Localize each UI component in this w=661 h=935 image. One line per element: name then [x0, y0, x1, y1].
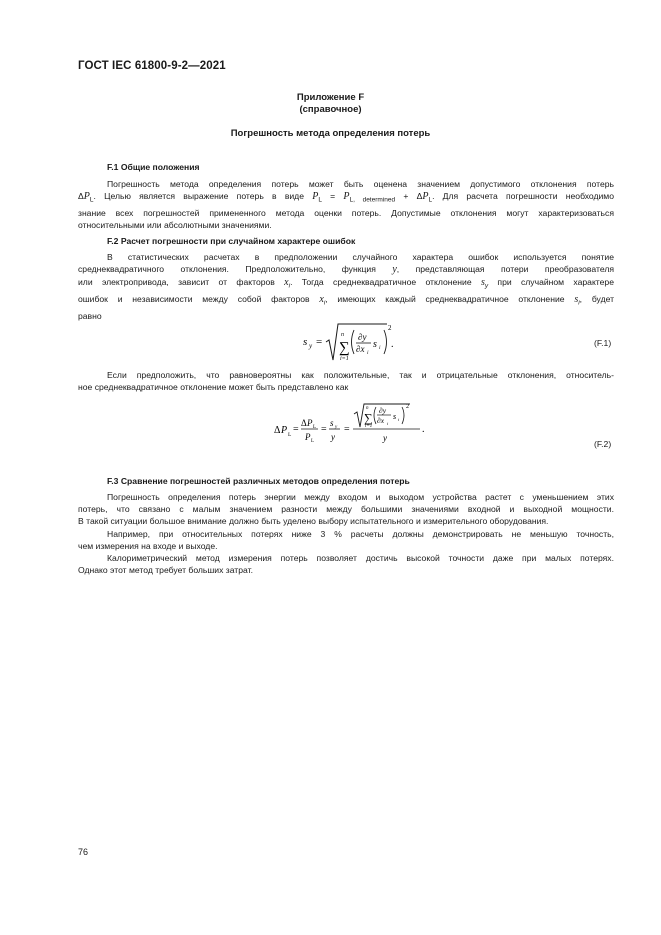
- svg-text:Δ: Δ: [301, 418, 307, 428]
- svg-text:i: i: [379, 345, 381, 351]
- svg-text:P: P: [281, 425, 288, 436]
- svg-text:i: i: [367, 350, 369, 356]
- f3-line-5: чем измерения на входе и выходе.: [78, 540, 218, 551]
- f3-line-4: Например, при относительных потерях ниже 3 % расчеты должны демонстрировать не меньшую точность,: [107, 528, 614, 539]
- svg-text:∂x: ∂x: [377, 416, 385, 425]
- svg-text:i=1: i=1: [365, 424, 373, 429]
- svg-text:2: 2: [388, 324, 392, 332]
- svg-text:i: i: [398, 417, 400, 422]
- svg-text:=: =: [321, 424, 327, 435]
- equation-f2: [270, 400, 430, 452]
- f3-line-1: Погрешность определения потерь энергии между входом и выходом устройства растет с уменьшением этих: [107, 492, 614, 502]
- svg-text:∂x: ∂x: [356, 344, 365, 354]
- svg-text:=: =: [293, 424, 299, 435]
- f2-line-3: или электропривода, зависит от факторов $x_i$. Тогда среднеквадратичное отклонение $s_y$ при случайном характере: [78, 277, 614, 291]
- page-number: 76: [78, 847, 89, 857]
- paragraph-f1: [78, 178, 614, 232]
- svg-text:=: =: [344, 424, 350, 435]
- f2-cont-line-1: Если предположить, что равновероятны как положительные, так и отрицательные отклонения, относитель-: [107, 370, 614, 380]
- paragraph-f2: [78, 251, 614, 322]
- svg-text:y: y: [331, 432, 335, 442]
- svg-text:.: .: [422, 424, 425, 435]
- svg-text:n: n: [366, 406, 369, 411]
- svg-text:s: s: [303, 336, 308, 348]
- svg-text:i: i: [387, 421, 389, 426]
- svg-text:P: P: [305, 432, 311, 442]
- svg-text:L: L: [311, 439, 315, 444]
- svg-text:L: L: [288, 432, 292, 438]
- svg-text:y: y: [309, 342, 313, 350]
- f3-line-6: Калориметрический метод измерения потерь позволяет достичь высокой точности даже при малых потерях.: [107, 553, 614, 564]
- svg-text:P: P: [307, 418, 313, 428]
- svg-text:=: =: [316, 336, 323, 348]
- svg-text:y: y: [383, 433, 387, 443]
- paragraph-f2-continued: [78, 369, 614, 393]
- svg-text:s: s: [373, 339, 377, 350]
- svg-text:s: s: [393, 412, 397, 421]
- svg-text:y: y: [335, 425, 338, 430]
- section-title: Погрешность метода определения потерь: [230, 128, 431, 139]
- svg-text:i=1: i=1: [340, 356, 349, 362]
- f2-line-1: В статистических расчетах в предположении случайного характера ошибок используется понятие: [107, 252, 614, 262]
- f2-line-2: среднеквадратичного отклонения. Предположительно, функция y, представляющая потери преобразователя: [78, 264, 614, 276]
- f2-line-5: равно: [78, 311, 102, 322]
- document-code: ГОСТ IEC 61800-9-2—2021: [78, 60, 226, 72]
- f3-line-3: В такой ситуации большое внимание должно быть уделено выбору испытательного и измерительного оборудования.: [78, 516, 549, 527]
- f1-line-2: $\Delta P_L$. Целью является выражение потерь в виде $P_L = P_{L, determined} + \Delta P_L$. Для расчета погрешности необходимо: [78, 191, 614, 204]
- f1-line-4: относительными или абсолютными значениями.: [78, 220, 272, 231]
- f3-line-7: Однако этот метод требует больших затрат.: [78, 565, 253, 576]
- svg-text:.: .: [391, 339, 394, 350]
- paragraph-f3: [78, 491, 614, 576]
- equation-f1-number: (F.1): [594, 338, 612, 348]
- f1-line-1: Погрешность метода определения потерь может быть оценена значением допустимого отклонения потерь: [107, 179, 614, 189]
- equation-f1: [295, 318, 405, 366]
- svg-text:∑: ∑: [339, 340, 350, 356]
- f3-line-2: потерь, что связано с малым значением разности между большими значениями входной и выходной мощности.: [78, 504, 614, 515]
- annex-subtitle: (справочное): [299, 104, 362, 115]
- svg-text:n: n: [341, 332, 344, 338]
- svg-text:2: 2: [406, 404, 409, 410]
- f2-line-4: ошибок и независимости между собой факторов $x_i$, имеющих каждый среднеквадратичное отклонение $s_i$, будет: [78, 294, 615, 308]
- svg-text:s: s: [330, 418, 334, 428]
- heading-f3: F.3 Сравнение погрешностей различных методов определения потерь: [107, 476, 410, 486]
- annex-title: Приложение F: [296, 92, 365, 103]
- heading-f1: F.1 Общие положения: [107, 162, 200, 172]
- svg-text:Δ: Δ: [274, 425, 281, 436]
- equation-f2-number: (F.2): [594, 439, 612, 449]
- svg-text:∂y: ∂y: [379, 406, 387, 415]
- svg-text:L: L: [313, 425, 317, 430]
- svg-text:∂y: ∂y: [358, 332, 367, 342]
- f1-line-3: знание всех погрешностей примененного метода оценки потерь. Допустимые отклонения могут характеризоваться: [78, 208, 614, 219]
- heading-f2: F.2 Расчет погрешности при случайном характере ошибок: [107, 236, 356, 246]
- svg-text:∑: ∑: [364, 411, 373, 425]
- f2-cont-line-2: ное среднеквадратичное отклонение может быть представлено как: [78, 382, 349, 393]
